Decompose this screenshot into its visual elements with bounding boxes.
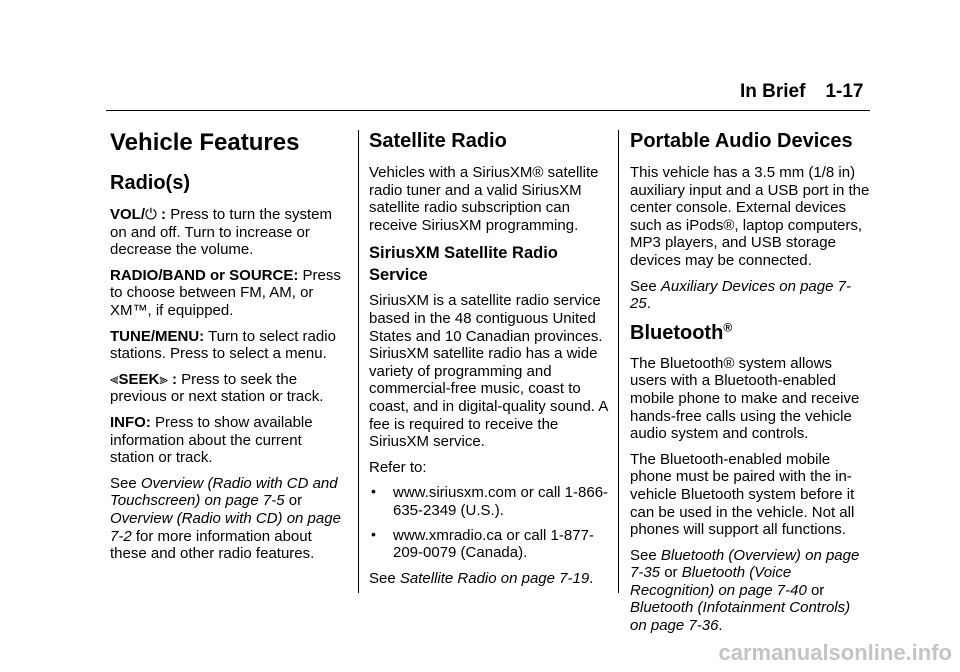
heading-portable-audio: Portable Audio Devices bbox=[630, 130, 853, 152]
portable-audio-see-also: See Auxiliary Devices on page 7-25. bbox=[630, 277, 851, 313]
column-vehicle-features bbox=[110, 124, 350, 571]
ref-bluetooth-overview[interactable]: Bluetooth (Overview) on page 7-35 bbox=[630, 546, 860, 582]
ref-bluetooth-infotainment-controls[interactable]: Bluetooth (Infotainment Controls) on page 7-36 bbox=[630, 599, 851, 635]
bluetooth-body-1: The Bluetooth® system allows users with a Bluetooth-enabled mobile phone to make and receive hands-free calls using the vehicle audio system and controls. bbox=[630, 354, 860, 443]
ref-satellite-radio[interactable]: Satellite Radio on page 7-19 bbox=[399, 569, 590, 587]
column-portable-audio bbox=[630, 124, 870, 643]
bluetooth-body-2: The Bluetooth-enabled mobile phone must be paired with the in-vehicle Bluetooth system before it can be used in the vehicle. Not all phones will support all functions. bbox=[630, 450, 855, 539]
ref-overview-radio-cd[interactable]: Overview (Radio with CD) on page 7-2 bbox=[110, 509, 341, 545]
bullet-icon: • bbox=[371, 483, 376, 500]
registered-mark: ® bbox=[723, 320, 733, 335]
tune-menu-paragraph bbox=[110, 328, 350, 363]
radio-band-term: RADIO/BAND or SOURCE: bbox=[110, 266, 299, 284]
heading-bluetooth: Bluetooth® bbox=[630, 320, 733, 344]
siriusxm-body: SiriusXM is a satellite radio service based in the 48 contiguous United States and 10 Canadian provinces. SiriusXM satellite radio has a wide variety of programming and commercial-free music, coast to coast, and in digital-quality sound. A fee is required to receive the SiriusXM service. bbox=[369, 292, 608, 451]
info-text: Press to show available information about the current station or track. bbox=[110, 413, 313, 467]
heading-satellite-radio: Satellite Radio bbox=[369, 130, 507, 152]
info-term: INFO: bbox=[110, 413, 151, 431]
page-header bbox=[740, 81, 868, 103]
bullet-icon: • bbox=[371, 525, 376, 542]
seek-paragraph: ⫷SEEK⫸ : Press to seek the previous or next station or track. bbox=[110, 370, 324, 406]
siriusxm-contact-list bbox=[369, 484, 609, 561]
refer-to: Refer to: bbox=[369, 458, 427, 476]
watermark: carmanualsonline.info bbox=[718, 640, 952, 665]
vol-paragraph: VOL/⏻ : Press to turn the system on and off. Turn to increase or decrease the volume. bbox=[110, 206, 332, 259]
list-item: • www.xmradio.ca or call 1-877-209-0079 (Canada). bbox=[371, 525, 594, 562]
tune-menu-text: Turn to select radio stations. Press to select a menu. bbox=[110, 327, 336, 363]
satellite-intro: Vehicles with a SiriusXM® satellite radio tuner and a valid SiriusXM satellite radio subscription can receive SiriusXM programming. bbox=[369, 164, 599, 234]
column-divider-1 bbox=[358, 130, 359, 593]
seek-term: SEEK bbox=[118, 370, 160, 388]
power-icon: ⏻ bbox=[145, 206, 157, 223]
heading-vehicle-features: Vehicle Features bbox=[110, 129, 300, 156]
bluetooth-see-also: See Bluetooth (Overview) on page 7-35 or Bluetooth (Voice Recognition) on page 7-40 or Bluetooth (Infotainment Controls) on page 7-36. bbox=[630, 546, 860, 635]
heading-radios: Radio(s) bbox=[110, 172, 190, 194]
list-item: • www.siriusxm.com or call 1-866-635-2349 (U.S.). bbox=[371, 483, 609, 519]
radio-band-text: Press to choose between FM, AM, or XM™, if equipped. bbox=[110, 266, 341, 319]
heading-siriusxm-service: SiriusXM Satellite Radio Service bbox=[369, 244, 558, 285]
vol-term: VOL/ bbox=[110, 206, 146, 223]
section-title: In Brief bbox=[740, 81, 806, 102]
header-rule bbox=[106, 110, 870, 111]
ref-bluetooth-voice-recognition[interactable]: Bluetooth (Voice Recognition) on page 7-40 bbox=[630, 564, 807, 599]
column-satellite-radio bbox=[369, 124, 609, 595]
radio-band-paragraph bbox=[110, 267, 350, 320]
seek-text: Press to seek the previous or next station or track. bbox=[110, 370, 324, 406]
portable-audio-body: This vehicle has a 3.5 mm (1/8 in) auxiliary input and a USB port in the center console. External devices such as iPods®, laptop computers, MP3 players, and USB storage devices may be connected. bbox=[630, 164, 870, 269]
ref-auxiliary-devices[interactable]: Auxiliary Devices on page 7-25 bbox=[630, 277, 851, 313]
ref-overview-radio-cd-touchscreen[interactable]: Overview (Radio with CD and Touchscreen) on page 7-5 bbox=[110, 474, 338, 510]
info-paragraph bbox=[110, 414, 350, 467]
vol-text: Press to turn the system on and off. Turn to increase or decrease the volume. bbox=[110, 206, 332, 259]
column-divider-2 bbox=[618, 130, 619, 593]
seek-previous-icon: ⫷ bbox=[110, 370, 119, 388]
satellite-see-also: See Satellite Radio on page 7-19. bbox=[369, 569, 594, 587]
page-number: 1-17 bbox=[825, 81, 864, 102]
tune-menu-term: TUNE/MENU: bbox=[110, 327, 205, 345]
seek-next-icon: ⫸ bbox=[159, 370, 168, 388]
radio-see-also: See Overview (Radio with CD and Touchscreen) on page 7-5 or Overview (Radio with CD) on page 7-2 for more information about these and other radio features. bbox=[110, 474, 341, 563]
